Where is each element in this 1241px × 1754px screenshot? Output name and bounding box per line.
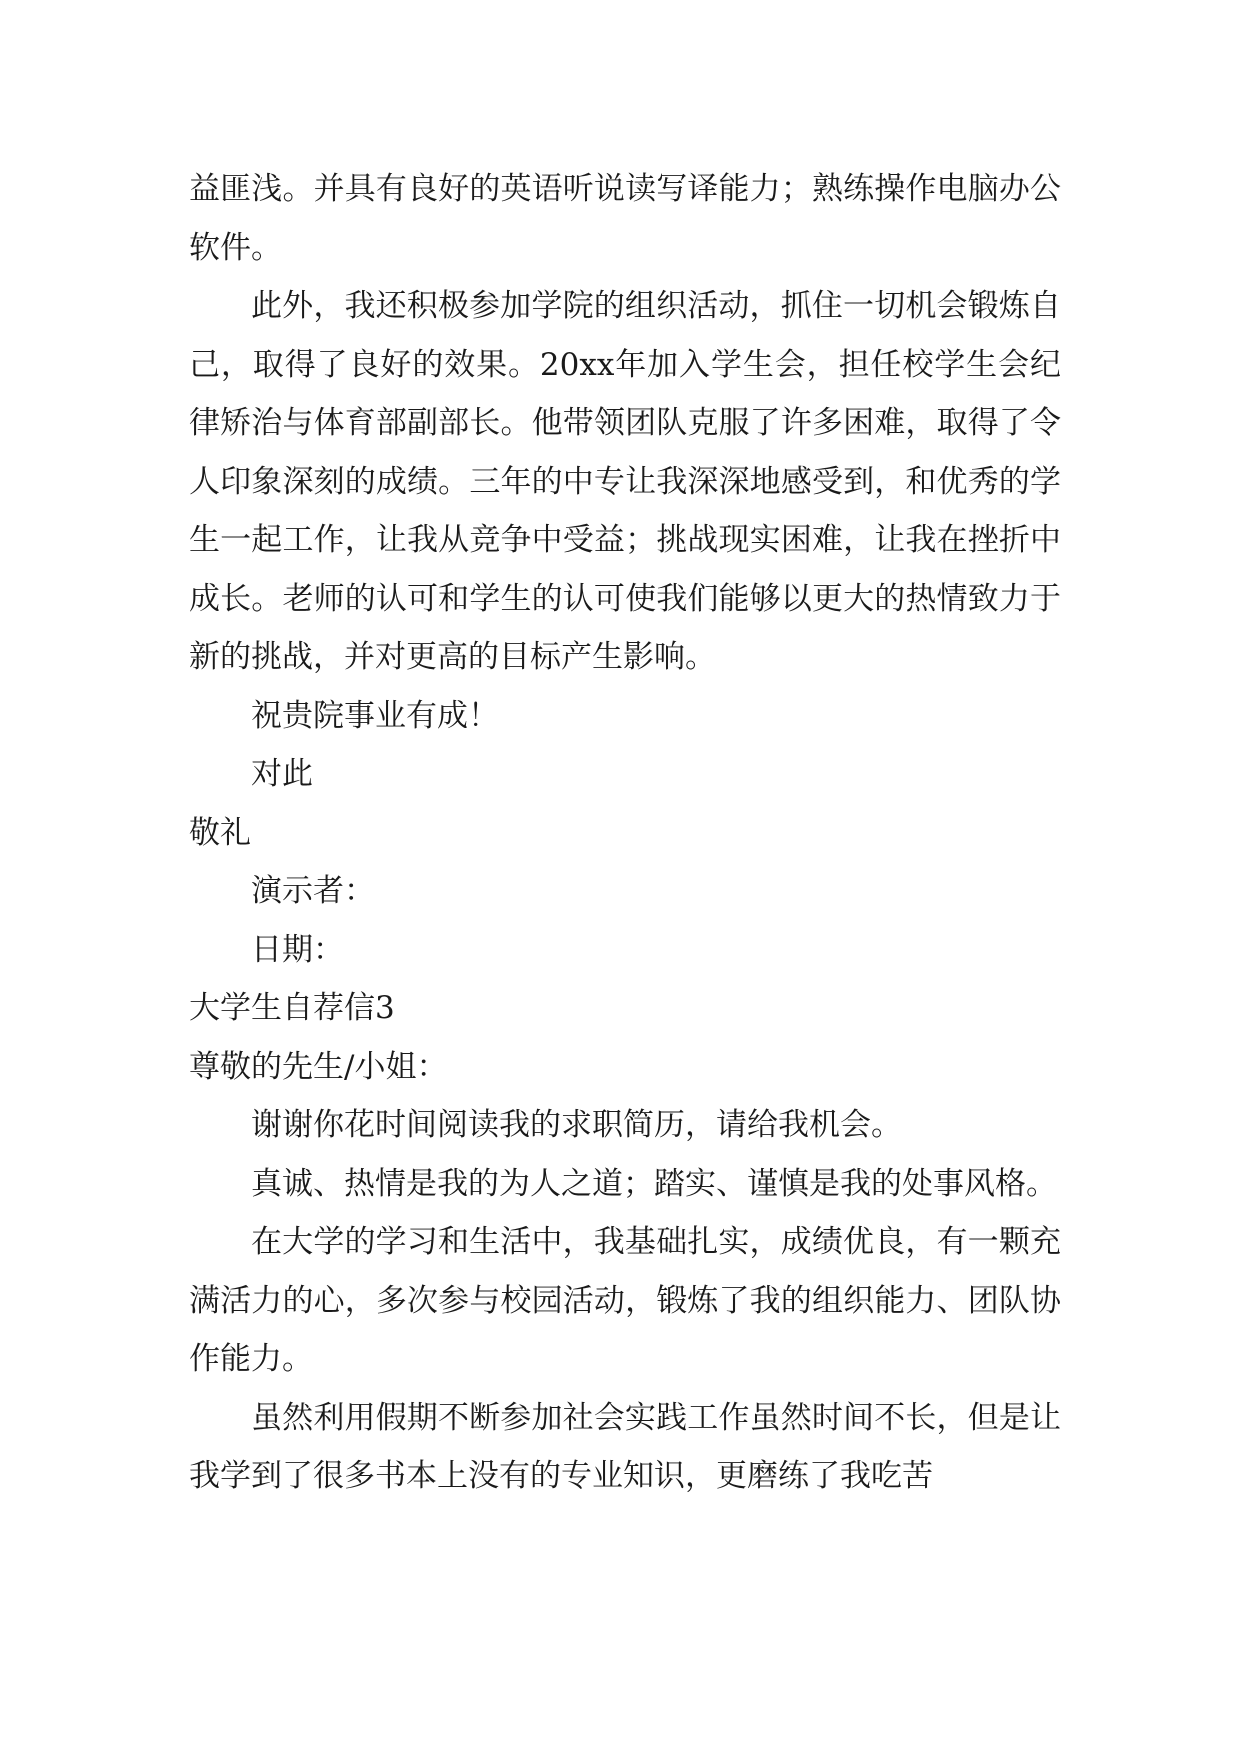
paragraph-study: 在大学的学习和生活中，我基础扎实，成绩优良，有一颗充满活力的心，多次参与校园活动，锻炼了我的组织能力、团队协作能力。 [189, 1224, 1061, 1377]
paragraph-practice: 虽然利用假期不断参加社会实践工作虽然时间不长，但是让我学到了很多书本上没有的专业知识，更磨练了我吃苦 [189, 1399, 1061, 1494]
closing-wish: 祝贵院事业有成！ [251, 697, 499, 734]
paragraph-activities: 此外，我还积极参加学院的组织活动，抓住一切机会锻炼自己，取得了良好的效果。20xx年加入学生会，担任校学生会纪律矫治与体育部副部长。他带领团队克服了许多困难，取得了令人印象深刻的成绩。三年的中专让我深深地感受到，和优秀的学生一起工作，让我从竞争中受益；挑战现实困难，让我在挫折中成长。老师的认可和学生的认可使我们能够以更大的热情致力于新的挑战，并对更高的目标产生影响。 [189, 288, 1061, 675]
document-body [189, 160, 1061, 1506]
letter-greeting: 尊敬的先生/小姐： [189, 1048, 448, 1085]
section-title: 大学生自荐信3 [189, 990, 395, 1026]
signature-presenter: 演示者： [251, 873, 375, 909]
paragraph-thanks: 谢谢你花时间阅读我的求职简历，请给我机会。 [251, 1107, 902, 1143]
signature-date: 日期： [251, 931, 344, 968]
paragraph-character: 真诚、热情是我的为人之道；踏实、谨慎是我的处事风格。 [251, 1165, 1057, 1202]
closing-phrase: 对此 [251, 756, 313, 792]
salutation-closing: 敬礼 [189, 814, 251, 851]
paragraph-continuation: 益匪浅。并具有良好的英语听说读写译能力；熟练操作电脑办公软件。 [189, 171, 1061, 266]
